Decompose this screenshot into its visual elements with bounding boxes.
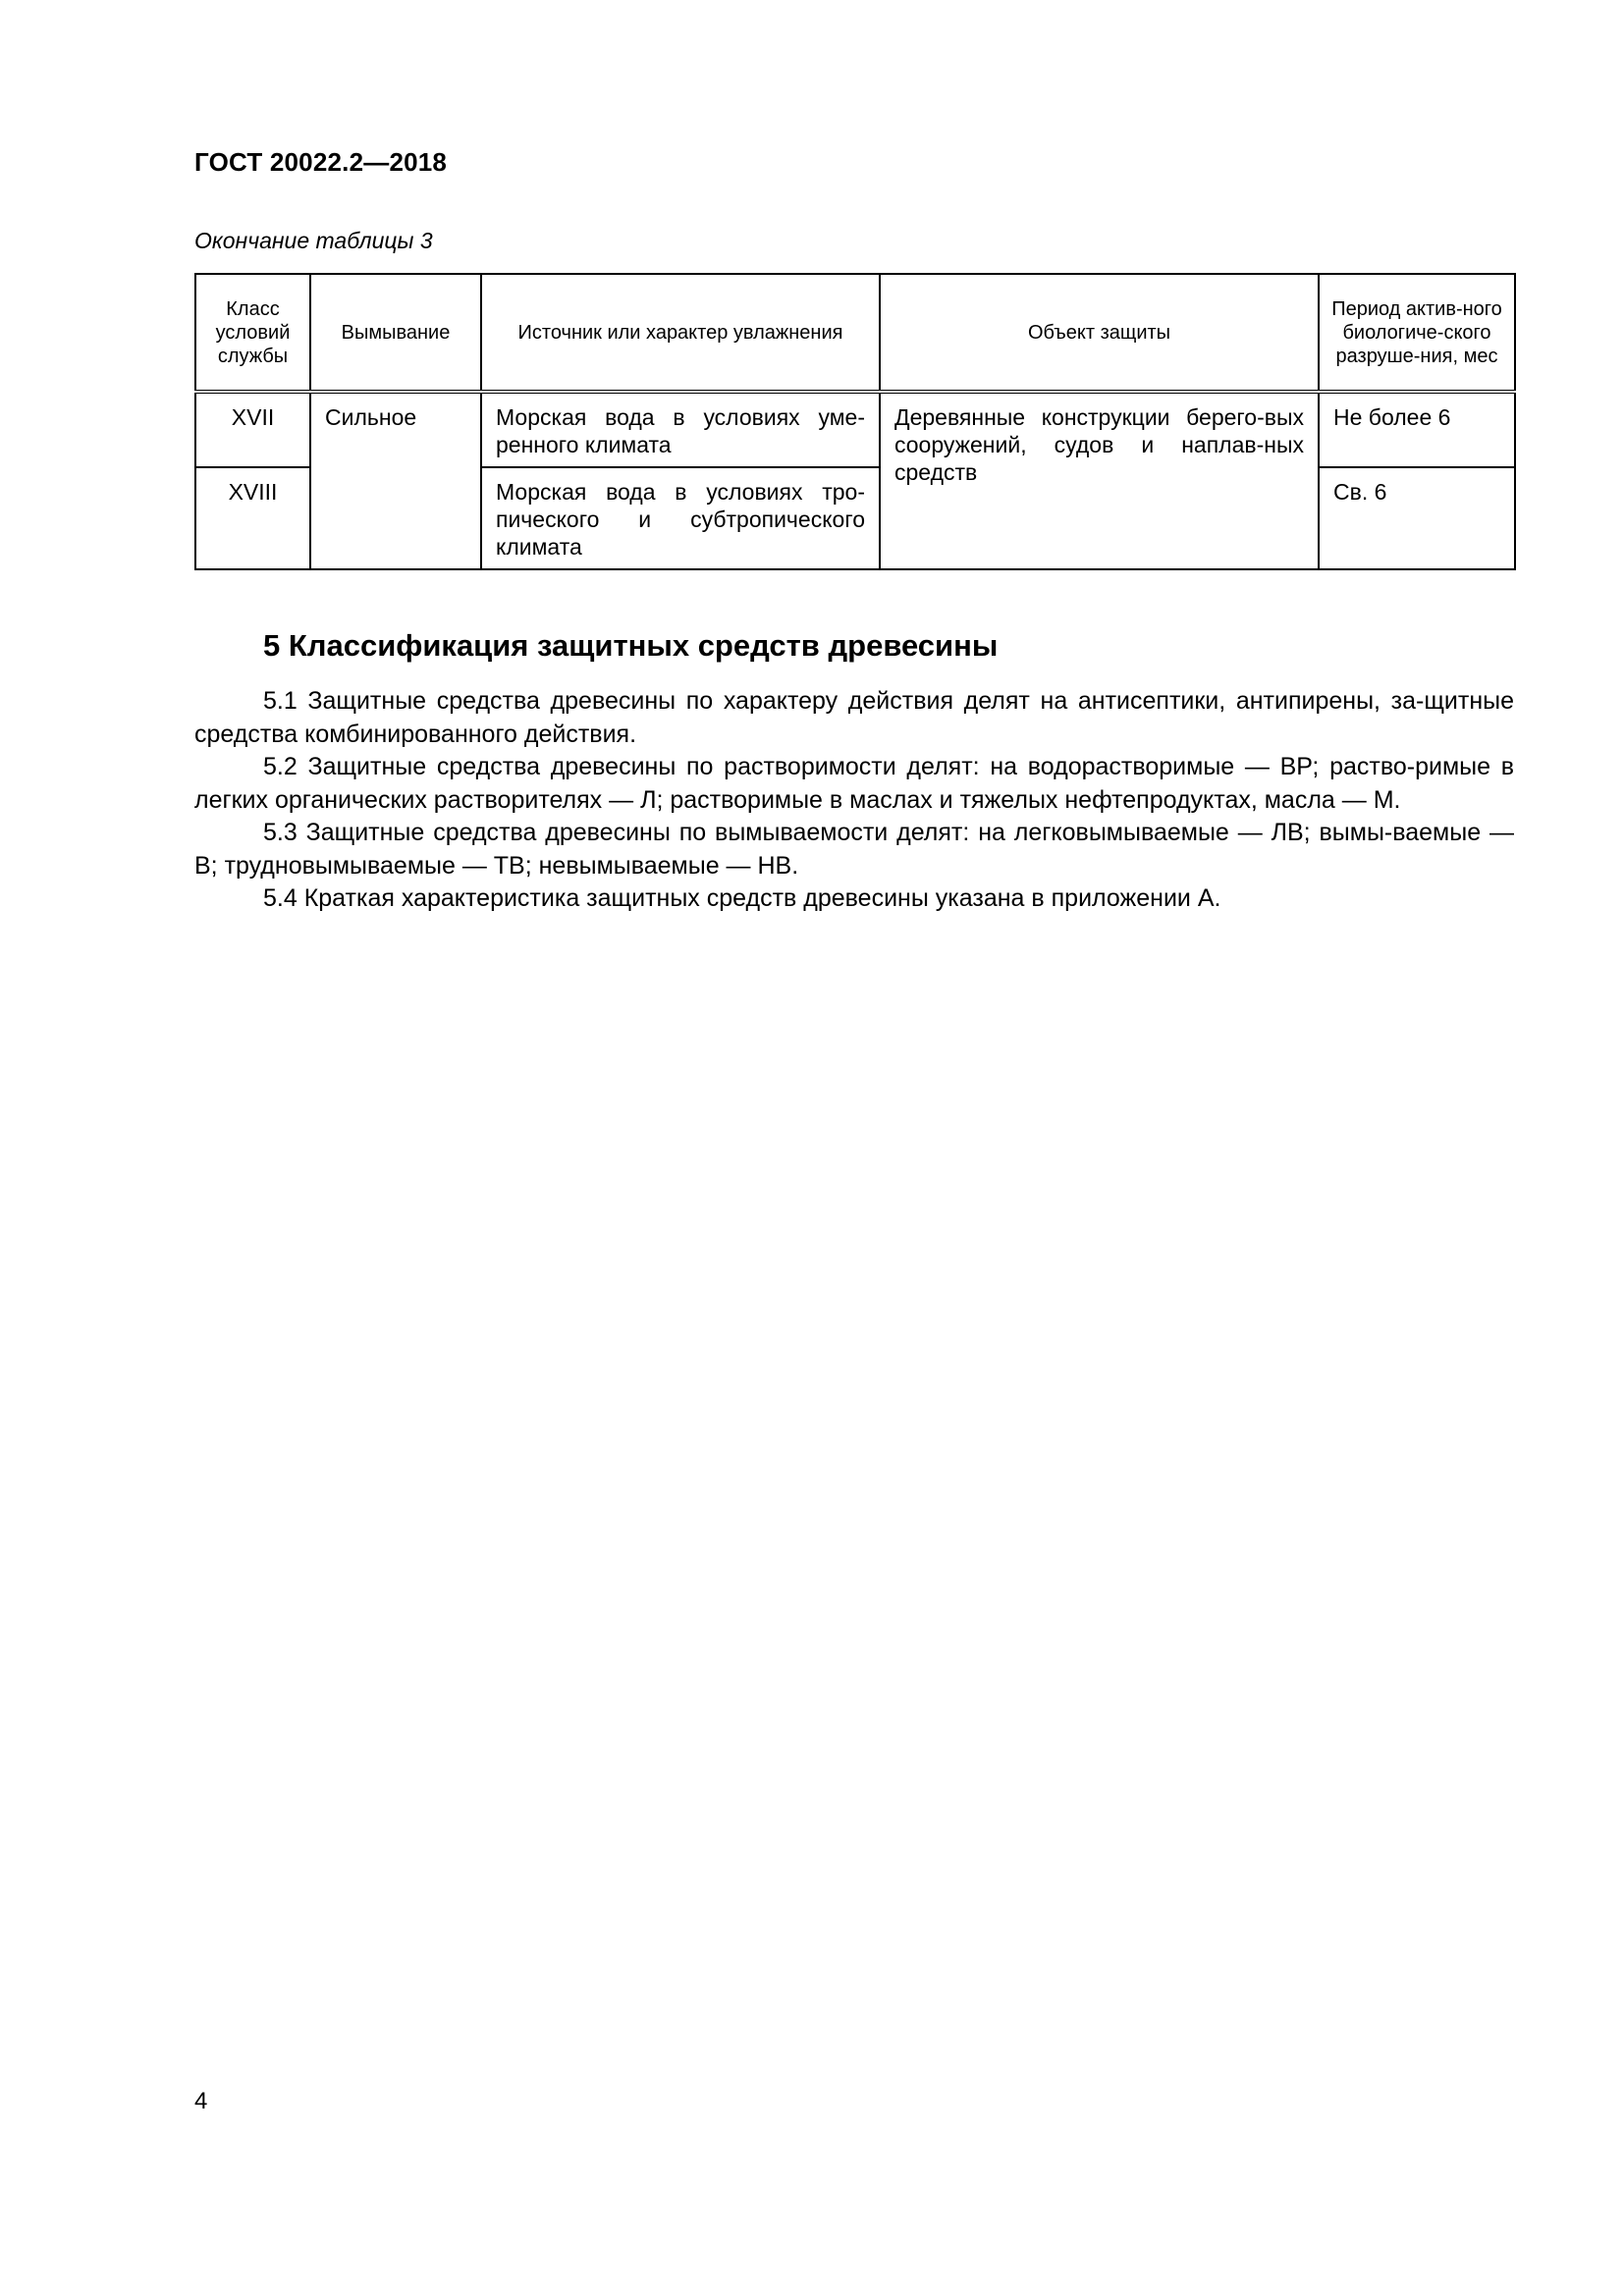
page-number: 4 [194,2088,208,2114]
column-header-object: Объект защиты [880,274,1319,392]
cell-source: Морская вода в условиях уме-ренного климата [481,392,880,467]
column-header-source: Источник или характер увлажнения [481,274,880,392]
table-header-row [195,274,1515,392]
cell-source: Морская вода в условиях тро-пического и субтропического климата [481,467,880,569]
paragraph-5-3: 5.3 Защитные средства древесины по вымываемости делят: на легковымываемые — ЛВ; вымы-ваемые — В; трудновымываемые — ТВ; невымываемые — НВ. [194,819,1514,880]
table-caption: Окончание таблицы 3 [194,228,433,253]
service-conditions-table [194,273,1516,570]
column-header-class: Класс условий службы [195,274,310,392]
cell-class: XVIII [195,467,310,569]
cell-object: Деревянные конструкции берего-вых сооружений, судов и наплав-ных средств [880,392,1319,569]
column-header-period: Период актив-ного биологиче-ского разруше-ния, мес [1319,274,1515,392]
paragraph-5-4: 5.4 Краткая характеристика защитных средств древесины указана в приложении А. [263,884,1221,912]
section-title: 5 Классификация защитных средств древесины [263,628,999,663]
document-header: ГОСТ 20022.2—2018 [194,147,448,177]
paragraph-5-1: 5.1 Защитные средства древесины по характеру действия делят на антисептики, антипирены, за-щитные средства комбинированного действия. [194,687,1514,748]
section-body [194,685,1514,916]
cell-period: Не более 6 [1319,392,1515,467]
column-header-leaching: Вымывание [310,274,481,392]
table-row [195,392,1515,467]
cell-leaching: Сильное [310,392,481,569]
paragraph-5-2: 5.2 Защитные средства древесины по растворимости делят: на водорастворимые — ВР; раство-римые в легких органических растворителях — Л; растворимые в маслах и тяжелых нефтепродуктах, масла — М. [194,753,1514,814]
cell-period: Св. 6 [1319,467,1515,569]
cell-class: XVII [195,392,310,467]
